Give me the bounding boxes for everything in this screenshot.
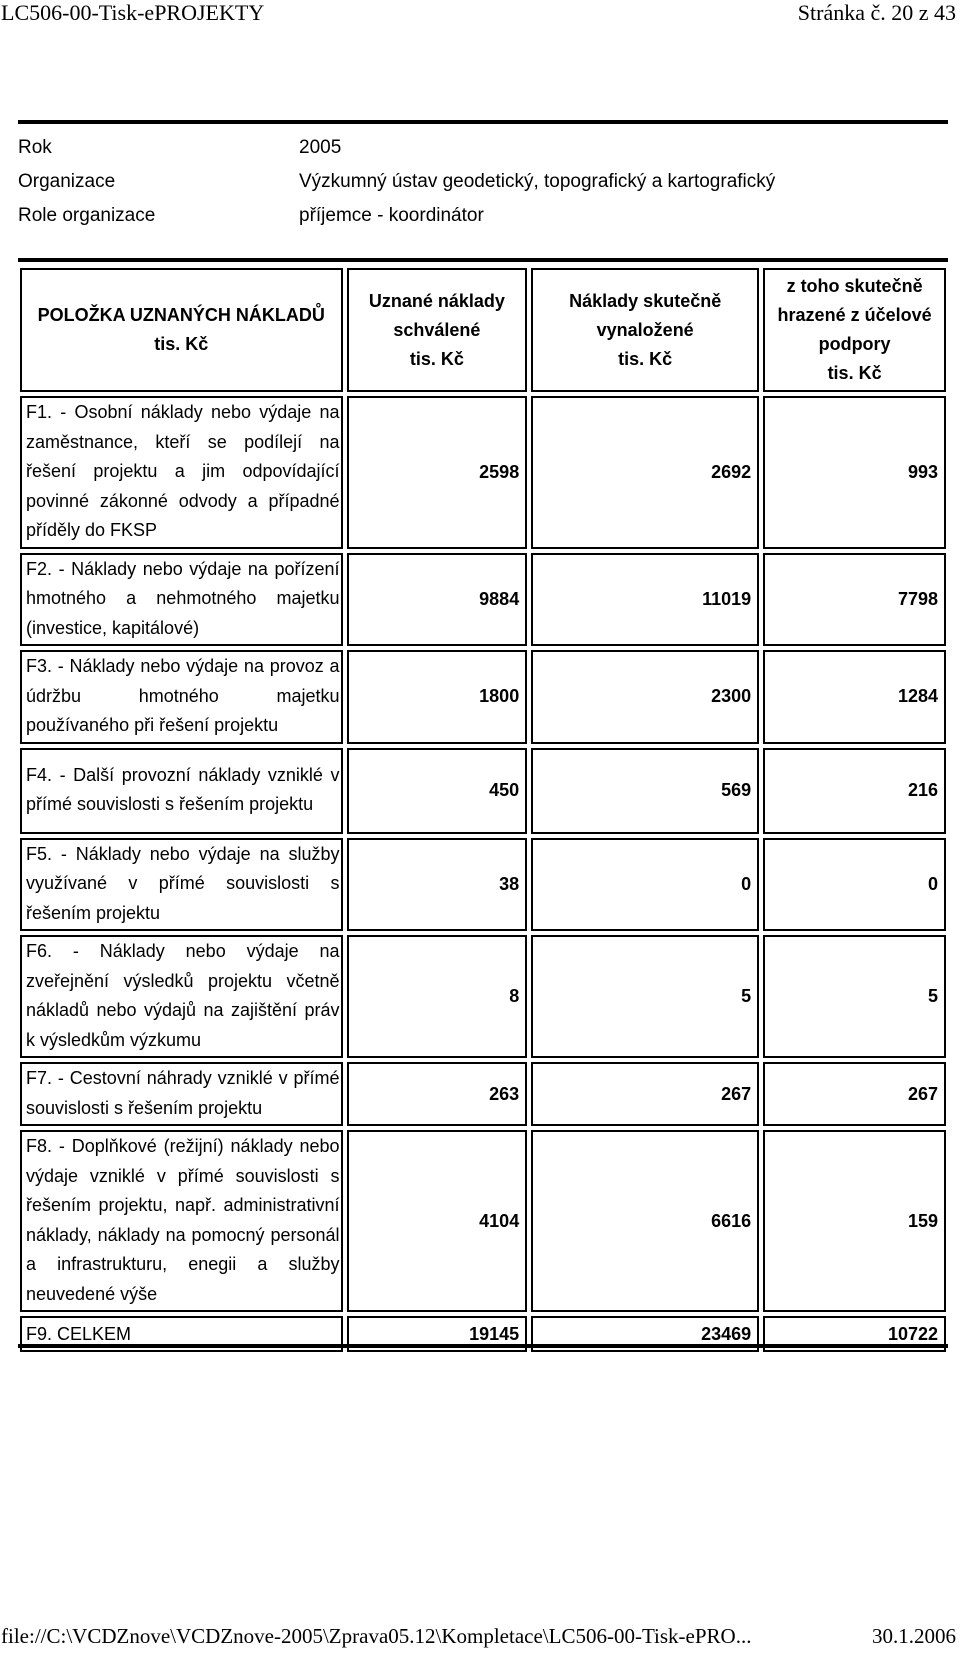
- header-item: [20, 268, 343, 392]
- info-label: Rok: [18, 137, 52, 158]
- spent-value: 2692: [531, 396, 759, 549]
- document-name: LC506-00-Tisk-ePROJEKTY: [1, 0, 265, 25]
- table-row: [20, 553, 946, 647]
- covered-value: 216: [763, 748, 946, 834]
- header-text: schválené: [393, 319, 481, 340]
- approved-value: 8: [347, 935, 528, 1058]
- item-description: F1. - Osobní náklady nebo výdaje na zaměstnance, kteří se podílejí na řešení projektu a jim odpovídající povinné zákonné odvody a případné příděly do FKSP: [20, 396, 343, 549]
- header-unit: tis. Kč: [827, 363, 882, 383]
- header-text: Náklady skutečně: [569, 290, 722, 311]
- info-row-organization: [18, 171, 918, 205]
- info-label: Organizace: [18, 171, 116, 192]
- header-covered: [763, 268, 946, 392]
- spent-value: 5: [531, 935, 759, 1058]
- page-footer: [0, 1624, 960, 1652]
- total-label: F9. CELKEM: [20, 1316, 343, 1352]
- total-approved: 19145: [347, 1316, 528, 1352]
- item-description: F5. - Náklady nebo výdaje na služby využívané v přímé souvislosti s řešením projektu: [20, 838, 343, 932]
- table-row: [20, 748, 946, 834]
- header-text: z toho skutečně: [786, 276, 923, 296]
- table-row: [20, 935, 946, 1058]
- header-text: vynaložené: [596, 319, 694, 340]
- spent-value: 11019: [531, 553, 759, 647]
- info-row-year: [18, 137, 918, 171]
- total-spent: 23469: [531, 1316, 759, 1352]
- covered-value: 5: [763, 935, 946, 1058]
- header-unit: tis. Kč: [618, 348, 673, 369]
- table-row: [20, 650, 946, 744]
- header-text: POLOŽKA UZNANÝCH NÁKLADŮ: [37, 305, 325, 325]
- covered-value: 1284: [763, 650, 946, 744]
- covered-value: 0: [763, 838, 946, 932]
- covered-value: 159: [763, 1130, 946, 1312]
- item-description: F2. - Náklady nebo výdaje na pořízení hmotného a nehmotného majetku (investice, kapitálové): [20, 553, 343, 647]
- table-row: [20, 1130, 946, 1312]
- project-info: [18, 137, 918, 239]
- info-value: příjemce - koordinátor: [299, 205, 484, 226]
- header-approved: [347, 268, 528, 392]
- header-unit: tis. Kč: [409, 348, 464, 369]
- header-spent: [531, 268, 759, 392]
- item-description: F8. - Doplňkové (režijní) náklady nebo výdaje vzniklé v přímé souvislosti s řešením projektu, např. administrativní náklady, náklady na pomocný personál a infrastrukturu, enegii a služby neuvedené výše: [20, 1130, 343, 1312]
- covered-value: 267: [763, 1062, 946, 1126]
- approved-value: 4104: [347, 1130, 528, 1312]
- file-path: file://C:\VCDZnove\VCDZnove-2005\Zprava05.12\Kompletace\LC506-00-Tisk-ePRO...: [1, 1624, 752, 1648]
- header-unit: tis. Kč: [154, 334, 209, 354]
- covered-value: 993: [763, 396, 946, 549]
- spent-value: 2300: [531, 650, 759, 744]
- info-row-role: [18, 205, 918, 239]
- item-description: F6. - Náklady nebo výdaje na zveřejnění výsledků projektu včetně nákladů nebo výdajů na zajištění práv k výsledkům výzkumu: [20, 935, 343, 1058]
- total-covered: 10722: [763, 1316, 946, 1352]
- info-value: 2005: [299, 137, 342, 158]
- print-date: 30.1.2006: [872, 1624, 956, 1648]
- bottom-divider: [18, 1344, 948, 1348]
- info-value: Výzkumný ústav geodetický, topografický a kartografický: [299, 171, 776, 192]
- page-number: Stránka č. 20 z 43: [797, 0, 956, 25]
- header-text: Uznané náklady: [368, 290, 505, 311]
- item-description: F3. - Náklady nebo výdaje na provoz a údržbu hmotného majetku používaného při řešení projektu: [20, 650, 343, 744]
- item-description: F7. - Cestovní náhrady vzniklé v přímé souvislosti s řešením projektu: [20, 1062, 343, 1126]
- spent-value: 0: [531, 838, 759, 932]
- page-header: [0, 0, 960, 26]
- approved-value: 2598: [347, 396, 528, 549]
- info-label: Role organizace: [18, 205, 156, 226]
- table-header-row: [20, 268, 946, 392]
- approved-value: 450: [347, 748, 528, 834]
- table-row: [20, 396, 946, 549]
- middle-divider: [18, 258, 948, 262]
- approved-value: 9884: [347, 553, 528, 647]
- table-row: [20, 1062, 946, 1126]
- approved-value: 38: [347, 838, 528, 932]
- item-description: F4. - Další provozní náklady vzniklé v přímé souvislosti s řešením projektu: [20, 748, 343, 834]
- table-row: [20, 838, 946, 932]
- costs-table: [16, 264, 950, 1356]
- approved-value: 1800: [347, 650, 528, 744]
- spent-value: 6616: [531, 1130, 759, 1312]
- header-text: hrazené z účelové: [777, 305, 932, 325]
- spent-value: 569: [531, 748, 759, 834]
- top-divider: [18, 120, 948, 124]
- covered-value: 7798: [763, 553, 946, 647]
- spent-value: 267: [531, 1062, 759, 1126]
- header-text: podpory: [818, 334, 891, 354]
- approved-value: 263: [347, 1062, 528, 1126]
